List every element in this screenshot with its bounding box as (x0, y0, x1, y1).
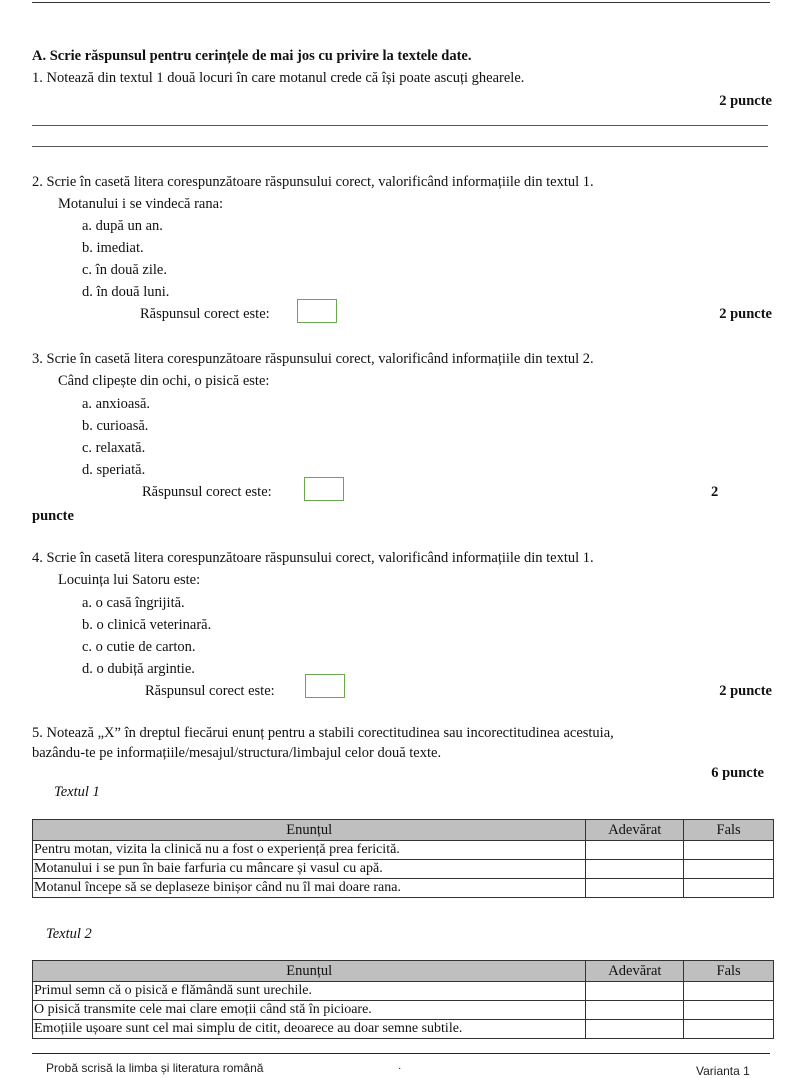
question-5-points: 6 puncte (711, 765, 764, 781)
answer-line-2[interactable] (32, 146, 768, 147)
statement-cell: O pisică transmite cele mai clare emoții când stă în picioare. (33, 1001, 586, 1020)
true-cell[interactable] (586, 982, 684, 1001)
table-1-header-false: Fals (684, 820, 774, 841)
table-1-title: Textul 1 (54, 784, 100, 800)
statement-cell: Pentru motan, vizita la clinică nu a fost o experiență prea fericită. (33, 841, 586, 860)
false-cell[interactable] (684, 879, 774, 898)
question-4-stem: Locuința lui Satoru este: (58, 572, 201, 588)
question-3-option-b: b. curioasă. (82, 418, 149, 434)
section-heading: A. Scrie răspunsul pentru cerințele de mai jos cu privire la textele date. (32, 48, 472, 64)
question-2-points: 2 puncte (719, 306, 772, 322)
question-3-option-a: a. anxioasă. (82, 396, 151, 412)
table-1-header-true: Adevărat (586, 820, 684, 841)
table-row (33, 841, 774, 860)
question-4-points: 2 puncte (719, 683, 772, 699)
table-row (33, 860, 774, 879)
footer-right: Varianta 1 (696, 1064, 750, 1078)
question-2-option-d: d. în două luni. (82, 284, 170, 300)
table-1-header-row (33, 820, 774, 841)
top-rule (32, 2, 770, 3)
statement-cell: Emoțiile ușoare sunt cel mai simplu de citit, deoarece au doar semne subtile. (33, 1020, 586, 1039)
question-2-answer-box[interactable] (297, 299, 337, 323)
table-2-header-true: Adevărat (586, 961, 684, 982)
question-1-points: 2 puncte (719, 93, 772, 109)
footer-rule (32, 1053, 770, 1054)
question-3-points-word: puncte (32, 508, 74, 524)
question-3-answer-label: Răspunsul corect este: (142, 484, 272, 500)
table-2 (32, 960, 774, 1039)
question-3-option-d: d. speriată. (82, 462, 146, 478)
question-1-text: 1. Notează din textul 1 două locuri în care motanul crede că își poate ascuți ghearele. (32, 70, 525, 86)
question-4-answer-box[interactable] (305, 674, 345, 698)
question-3-stem: Când clipește din ochi, o pisică este: (58, 373, 270, 389)
table-2-header-statement: Enunțul (33, 961, 586, 982)
footer-dot: · (398, 1064, 402, 1075)
table-2-header-false: Fals (684, 961, 774, 982)
answer-line-1[interactable] (32, 125, 768, 126)
question-4-text: 4. Scrie în casetă litera corespunzătoare răspunsului corect, valorificând informațiile din textul 1. (32, 550, 594, 566)
question-3-points-number: 2 (711, 484, 719, 500)
table-1 (32, 819, 774, 898)
true-cell[interactable] (586, 1001, 684, 1020)
false-cell[interactable] (684, 860, 774, 879)
question-4-option-c: c. o cutie de carton. (82, 639, 196, 655)
footer-left: Probă scrisă la limba și literatura română (46, 1061, 264, 1075)
question-3-text: 3. Scrie în casetă litera corespunzătoare răspunsului corect, valorificând informațiile din textul 2. (32, 351, 594, 367)
question-5-text-line1: 5. Notează „X” în dreptul fiecărui enunț pentru a stabili corectitudinea sau incorectitudinea acestuia, (32, 725, 614, 741)
question-2-option-b: b. imediat. (82, 240, 144, 256)
question-3-option-c: c. relaxată. (82, 440, 146, 456)
question-4-answer-label: Răspunsul corect este: (145, 683, 275, 699)
table-row (33, 1020, 774, 1039)
table-row (33, 1001, 774, 1020)
statement-cell: Primul semn că o pisică e flămândă sunt urechile. (33, 982, 586, 1001)
statement-cell: Motanului i se pun în baie farfuria cu mâncare și vasul cu apă. (33, 860, 586, 879)
false-cell[interactable] (684, 1020, 774, 1039)
false-cell[interactable] (684, 982, 774, 1001)
table-2-header-row (33, 961, 774, 982)
table-2-title: Textul 2 (46, 926, 92, 942)
true-cell[interactable] (586, 841, 684, 860)
question-2-answer-label: Răspunsul corect este: (140, 306, 270, 322)
false-cell[interactable] (684, 1001, 774, 1020)
question-2-option-a: a. după un an. (82, 218, 163, 234)
true-cell[interactable] (586, 879, 684, 898)
question-3-answer-box[interactable] (304, 477, 344, 501)
question-4-option-b: b. o clinică veterinară. (82, 617, 212, 633)
question-5-text-line2: bazându-te pe informațiile/mesajul/structura/limbajul celor două texte. (32, 745, 442, 761)
question-2-option-c: c. în două zile. (82, 262, 167, 278)
question-4-option-d: d. o dubiță argintie. (82, 661, 195, 677)
question-2-stem: Motanului i se vindecă rana: (58, 196, 224, 212)
true-cell[interactable] (586, 860, 684, 879)
question-4-option-a: a. o casă îngrijită. (82, 595, 185, 611)
false-cell[interactable] (684, 841, 774, 860)
table-row (33, 879, 774, 898)
statement-cell: Motanul începe să se deplaseze binișor când nu îl mai doare rana. (33, 879, 586, 898)
question-2-text: 2. Scrie în casetă litera corespunzătoare răspunsului corect, valorificând informațiile din textul 1. (32, 174, 594, 190)
table-1-header-statement: Enunțul (33, 820, 586, 841)
table-row (33, 982, 774, 1001)
true-cell[interactable] (586, 1020, 684, 1039)
